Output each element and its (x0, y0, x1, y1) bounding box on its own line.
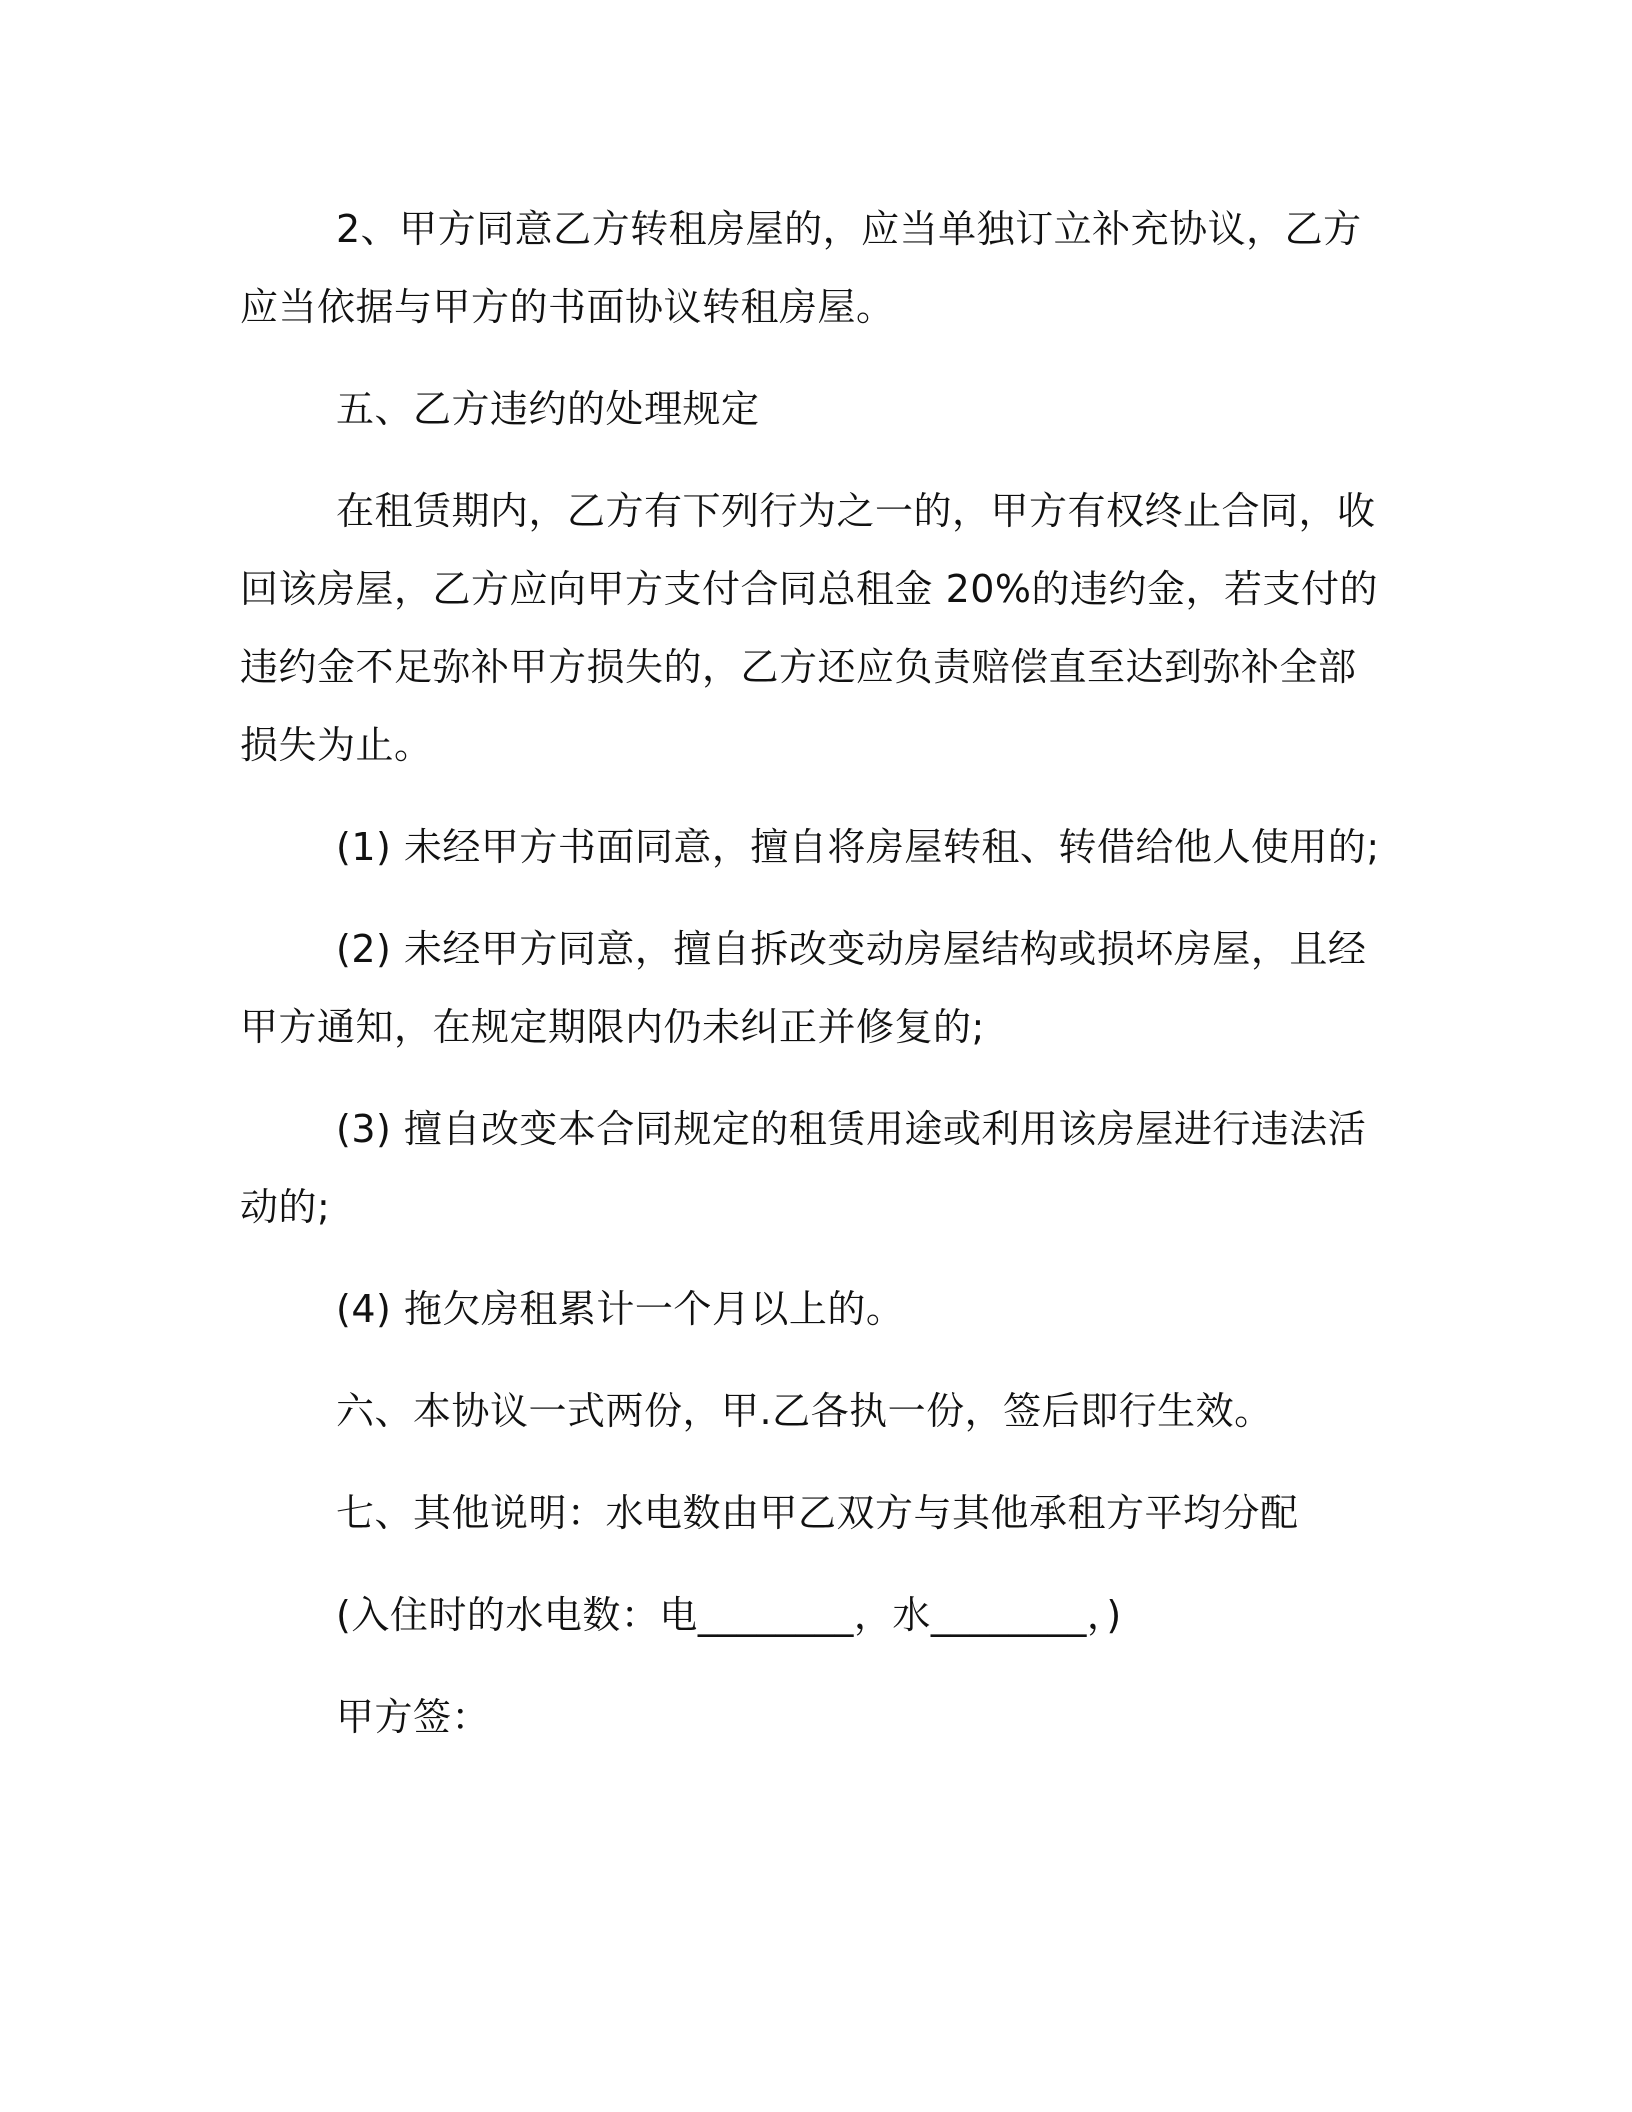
section-heading-breach: 五、乙方违约的处理规定 (336, 387, 760, 431)
party-a-signature-line: 甲方签： (336, 1695, 491, 1739)
clause-item-4: (4) 拖欠房租累计一个月以上的。 (336, 1287, 905, 1331)
clause-sublet-agreement: 2、甲方同意乙方转租房屋的，应当单独订立补充协议，乙方应当依据与甲方的书面协议转租房屋。 (240, 207, 1362, 329)
clause-item-3: (3) 擅自改变本合同规定的租赁用途或利用该房屋进行违法活动的; (240, 1107, 1367, 1229)
clause-item-2: (2) 未经甲方同意，擅自拆改变动房屋结构或损坏房屋，且经甲方通知，在规定期限内仍未纠正并修复的; (240, 927, 1367, 1049)
clause-item-1: (1) 未经甲方书面同意，擅自将房屋转租、转借给他人使用的; (336, 825, 1380, 869)
utility-readings-line: (入住时的水电数：电________，水________，) (336, 1593, 1122, 1637)
section-heading-copies: 六、本协议一式两份，甲.乙各执一份，签后即行生效。 (336, 1389, 1273, 1433)
clause-termination: 在租赁期内，乙方有下列行为之一的，甲方有权终止合同，收回该房屋，乙方应向甲方支付合同总租金 20%的违约金，若支付的违约金不足弥补甲方损失的，乙方还应负责赔偿直至达到弥补全部损失为止。 (240, 489, 1379, 767)
section-heading-other: 七、其他说明：水电数由甲乙双方与其他承租方平均分配 (336, 1491, 1299, 1535)
document-body (240, 190, 1390, 1780)
